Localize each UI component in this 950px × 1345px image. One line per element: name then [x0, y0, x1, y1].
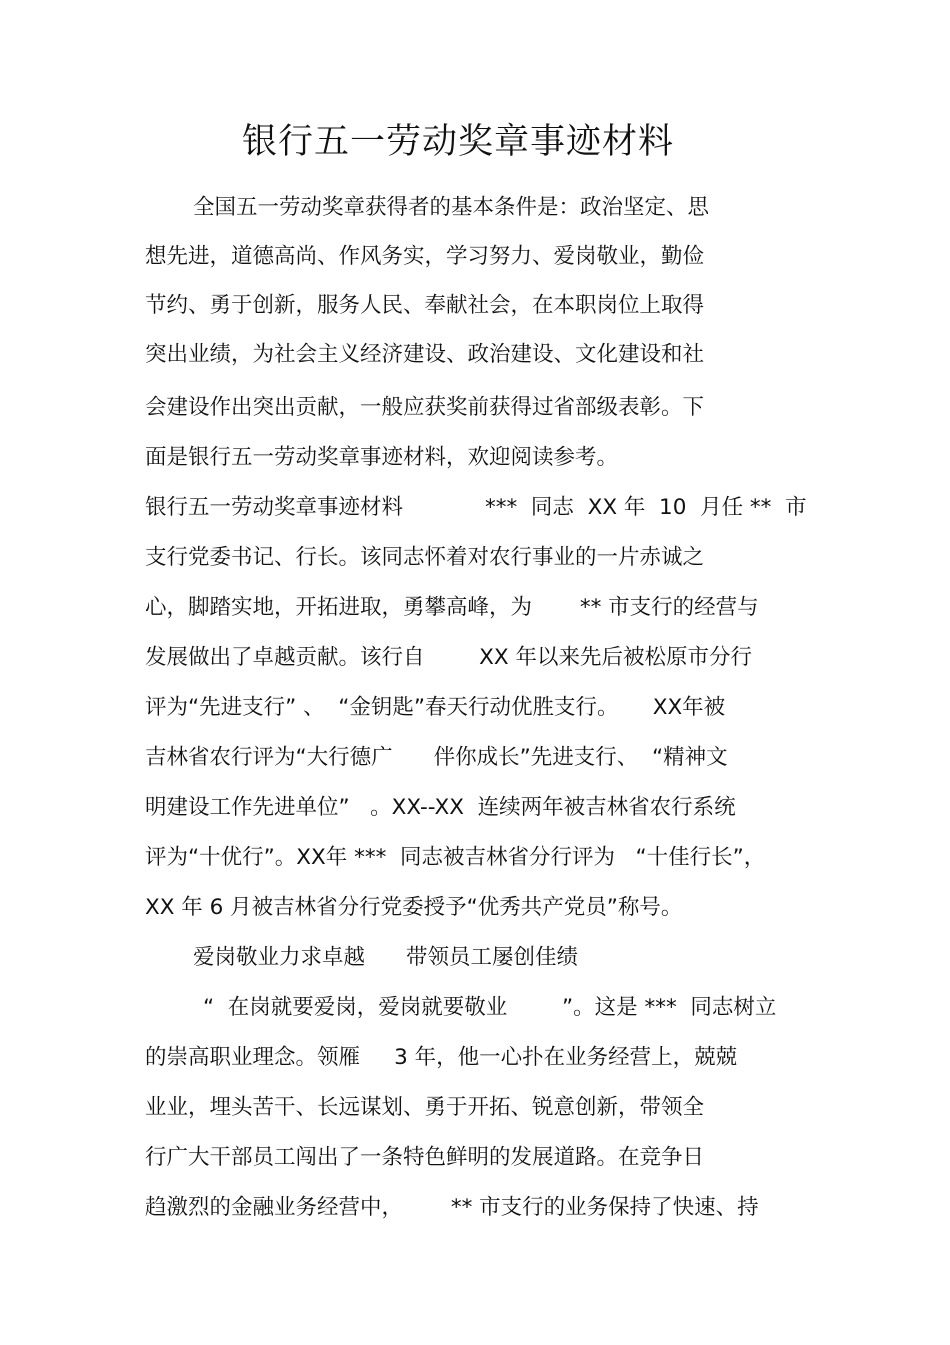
body-line: 银行五一劳动奖章事迹材料 *** 同志 XX 年 10 月任 ** 市: [145, 495, 807, 520]
body-line: 支行党委书记、行长。该同志怀着对农行事业的一片赤诚之: [145, 545, 705, 570]
body-line: 评为“先进支行” 、 “金钥匙”春天行动优胜支行。 XX年被: [145, 695, 726, 720]
body-line: 发展做出了卓越贡献。该行自 XX 年以来先后被松原市分行: [145, 645, 752, 670]
section-heading: 爱岗敬业力求卓越 带领员工屡创佳绩: [193, 945, 579, 970]
body-line: 突出业绩，为社会主义经济建设、政治建设、文化建设和社: [145, 342, 705, 367]
body-line: 心，脚踏实地，开拓进取，勇攀高峰，为 ** 市支行的经营与: [145, 595, 759, 620]
body-line: 明建设工作先进单位” 。XX--XX 连续两年被吉林省农行系统: [145, 795, 736, 820]
body-line: 的崇高职业理念。领雁 3 年，他一心扑在业务经营上，兢兢: [145, 1045, 738, 1070]
body-line: 想先进，道德高尚、作风务实，学习努力、爱岗敬业，勤俭: [145, 244, 705, 269]
body-line: 节约、勇于创新，服务人民、奉献社会，在本职岗位上取得: [145, 293, 705, 318]
document-title: 银行五一劳动奖章事迹材料: [241, 122, 674, 162]
body-line: 面是银行五一劳动奖章事迹材料，欢迎阅读参考。: [145, 445, 619, 470]
body-line: 评为“十优行”。XX年 *** 同志被吉林省分行评为 “十佳行长”，: [145, 845, 766, 870]
body-line: 吉林省农行评为“大行德广 伴你成长”先进支行、 “精神文: [145, 745, 728, 770]
body-line: 会建设作出突出贡献，一般应获奖前获得过省部级表彰。下: [145, 395, 705, 420]
body-line: 全国五一劳动奖章获得者的基本条件是：政治坚定、思: [193, 195, 710, 220]
body-line: “ 在岗就要爱岗，爱岗就要敬业 ”。这是 *** 同志树立: [203, 995, 777, 1020]
body-line: 行广大干部员工闯出了一条特色鲜明的发展道路。在竞争日: [145, 1145, 705, 1170]
body-line: 趋激烈的金融业务经营中， ** 市支行的业务保持了快速、持: [145, 1195, 759, 1220]
body-line: 业业，埋头苦干、长远谋划、勇于开拓、锐意创新，带领全: [145, 1095, 705, 1120]
body-line: XX 年 6 月被吉林省分行党委授予“优秀共产党员”称号。: [145, 895, 683, 920]
